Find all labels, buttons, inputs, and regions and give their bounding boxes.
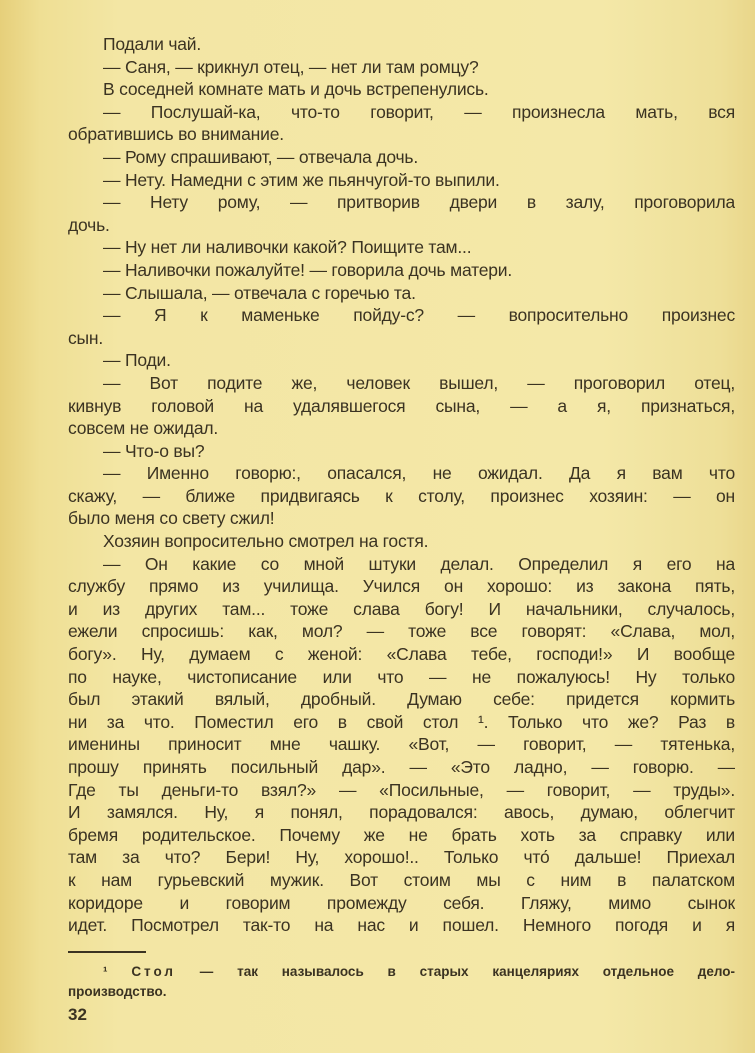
text-line: скажу, — ближе придвигаясь к столу, произнес хозяин: — он [68, 485, 735, 506]
text-line: — Поди. [103, 350, 171, 371]
text-line: к нам гурьевский мужик. Вот стоим мы с ним в палатском [68, 869, 735, 890]
footnote-line-2: производство. [68, 984, 167, 999]
text-line: богу». Ну, думаем с женой: «Слава тебе, господи!» И вообще [68, 644, 735, 665]
text-line: В соседней комнате мать и дочь встрепенулись. [103, 79, 489, 100]
text-line: службу прямо из училища. Учился он хорошо: из закона пять, [68, 576, 735, 597]
text-line: бремя родительское. Почему же не брать хоть за справку или [68, 824, 735, 845]
text-line: сын. [68, 327, 104, 348]
text-line: и из других там... тоже слава богу! И начальники, случалось, [68, 598, 735, 619]
text-line: — Наливочки пожалуйте! — говорила дочь матери. [103, 259, 513, 280]
text-line: — Нету. Намедни с этим же пьянчугой-то выпили. [103, 169, 500, 190]
text-line: Хозяин вопросительно смотрел на гостя. [103, 531, 429, 552]
text-line: ежели спросишь: как, мол? — тоже все говорят: «Слава, мол, [68, 621, 735, 642]
text-line: кивнув головой на удалявшегося сына, — а я, признаться, [68, 395, 735, 416]
text-line: ни за что. Поместил его в свой стол ¹. Только что же? Раз в [68, 711, 735, 732]
text-line: — Слышала, — отвечала с горечью та. [103, 282, 416, 303]
footnote [68, 962, 735, 1002]
text-line: — Ну нет ли наливочки какой? Поищите там... [103, 237, 472, 258]
text-line: — Саня, — крикнул отец, — нет ли там ромцу? [103, 56, 479, 77]
text-line: — Я к маменьке пойду-с? — вопросительно произнес [103, 305, 735, 326]
text-line: дочь. [68, 214, 110, 235]
text-line: — Он какие со мной штуки делал. Определил я его на [103, 553, 735, 574]
page-body [68, 33, 735, 937]
text-line: было меня со свету сжил! [68, 508, 275, 529]
text-line: Подали чай. [103, 34, 202, 54]
text-line: — Рому спрашивают, — отвечала дочь. [103, 146, 419, 167]
footnote-text: — так называлось в старых канцеляриях отдельное дело- [175, 964, 735, 979]
footnote-divider [68, 951, 146, 953]
text-line: — Послушай-ка, что-то говорит, — произнесла мать, вся [103, 101, 735, 122]
text-line: прошу принять посильный дар». — «Это ладно, — говорю. — [68, 757, 735, 777]
text-line: — Что-о вы? [103, 440, 205, 461]
text-line: совсем не ожидал. [68, 418, 219, 439]
text-line: был этакий вялый, дробный. Думаю себе: придется кормить [68, 689, 735, 710]
text-line: — Вот подите же, человек вышел, — проговорил отец, [103, 372, 735, 393]
page-number: 32 [68, 1005, 87, 1024]
footnote-term: Стол [131, 964, 176, 979]
footnote-marker: ¹ [103, 964, 108, 979]
text-line: идет. Посмотрел так-то на нас и пошел. Немного погодя и я [68, 915, 735, 936]
text-line: И замялся. Ну, я понял, порадовался: авось, думаю, облегчит [68, 802, 735, 823]
text-line: — Нету рому, — притворив двери в залу, проговорила [103, 192, 735, 213]
text-line: коридоре и говорим промежду себя. Гляжу, мимо сынок [68, 892, 735, 913]
text-line: — Именно говорю:, опасался, не ожидал. Да я вам что [103, 463, 735, 484]
text-line: Где ты деньги-то взял?» — «Посильные, — говорит, — труды». [68, 779, 735, 800]
text-line: там за что? Бери! Ну, хорошо!.. Только что́ дальше! Приехал [68, 847, 735, 868]
text-line: обратившись во внимание. [68, 124, 284, 145]
text-line: именины приносит мне чашку. «Вот, — говорит, — тятенька, [68, 734, 735, 755]
text-line: по науке, чистописание или что — не пожалуюсь! Ну только [68, 666, 735, 687]
footnote-line-1 [68, 962, 735, 982]
